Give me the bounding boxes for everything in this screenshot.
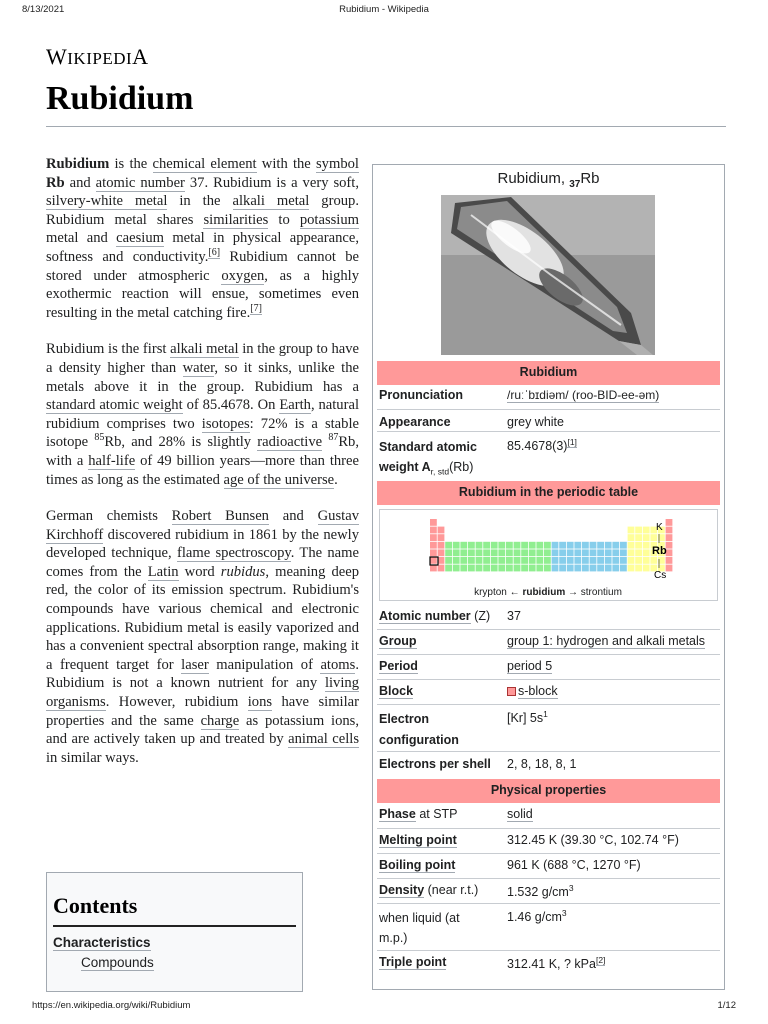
periodic-cell	[582, 557, 589, 564]
periodic-cell	[643, 557, 650, 564]
periodic-cell	[506, 549, 513, 556]
periodic-cell	[559, 565, 566, 572]
periodic-cell	[460, 549, 467, 556]
periodic-cell	[650, 557, 657, 564]
periodic-cell	[597, 565, 604, 572]
periodic-cell	[612, 565, 619, 572]
pt-neighbors: krypton ← rubidium → strontium	[474, 587, 622, 598]
periodic-cell	[521, 565, 528, 572]
periodic-cell	[445, 557, 452, 564]
periodic-cell	[453, 557, 460, 564]
ampoule-illustration	[441, 195, 655, 355]
row-pronunciation: Pronunciation /ruːˈbɪdiəm/ (roo-BID-ee-əm)	[379, 388, 660, 402]
periodic-cell	[666, 534, 673, 541]
periodic-cell	[460, 565, 467, 572]
periodic-cell	[514, 549, 521, 556]
periodic-cell	[430, 542, 437, 549]
periodic-cell	[491, 542, 498, 549]
print-header	[0, 4, 768, 18]
periodic-cell	[483, 565, 490, 572]
s-block-swatch-icon	[507, 687, 516, 696]
periodic-cell	[544, 542, 551, 549]
periodic-cell	[468, 542, 475, 549]
periodic-cell	[529, 549, 536, 556]
periodic-cell	[635, 527, 642, 534]
periodic-cell	[628, 534, 635, 541]
contents-heading: Contents	[53, 893, 296, 927]
periodic-cell	[430, 534, 437, 541]
print-date: 8/13/2021	[22, 4, 65, 15]
paragraph-1: Rubidium is the chemical element with the symbol Rb and atomic number 37. Rubidium is a very soft, silvery-white metal in the alkali metal group. Rubidium metal shares similarities to potassium metal and caesium metal in physical appearance, softness and conductivity.[6] Rubidium cannot be stored under atmospheric oxygen, as a highly exothermic reaction will ensue, sometimes even resulting in the metal catching fire.[7]	[46, 156, 359, 321]
periodic-cell	[498, 557, 505, 564]
periodic-cell	[514, 557, 521, 564]
periodic-cell	[552, 557, 559, 564]
periodic-cell	[635, 565, 642, 572]
periodic-cell	[643, 565, 650, 572]
periodic-table-mini[interactable]	[379, 509, 718, 601]
periodic-cell	[628, 565, 635, 572]
periodic-cell	[453, 542, 460, 549]
periodic-cell	[635, 557, 642, 564]
periodic-cell	[438, 565, 445, 572]
periodic-cell	[567, 565, 574, 572]
section-physical-properties: Physical properties	[377, 779, 720, 803]
print-page-number: 1/12	[717, 1000, 736, 1011]
periodic-cell	[582, 549, 589, 556]
periodic-cell	[620, 557, 627, 564]
periodic-cell	[468, 565, 475, 572]
periodic-cell	[605, 565, 612, 572]
periodic-cell	[666, 519, 673, 526]
periodic-cell	[483, 542, 490, 549]
periodic-cell	[620, 565, 627, 572]
page-title: Rubidium	[46, 80, 194, 117]
periodic-cell	[628, 549, 635, 556]
periodic-cell	[536, 557, 543, 564]
periodic-cell	[430, 549, 437, 556]
periodic-cell	[574, 549, 581, 556]
periodic-cell	[468, 549, 475, 556]
periodic-cell	[483, 549, 490, 556]
periodic-cell	[521, 557, 528, 564]
row-phase: Phase at STP solid	[379, 807, 533, 821]
periodic-cell	[476, 549, 483, 556]
toc-item-characteristics[interactable]: Characteristics	[53, 935, 151, 950]
periodic-cell	[559, 542, 566, 549]
periodic-cell	[620, 549, 627, 556]
periodic-cell	[582, 565, 589, 572]
periodic-cell	[498, 565, 505, 572]
section-periodic-table: Rubidium in the periodic table	[377, 481, 720, 505]
pt-cs-label: Cs	[654, 570, 667, 581]
infobox-caption: Rubidium, $_{37}$Rb	[497, 170, 600, 190]
periodic-cell	[544, 549, 551, 556]
periodic-cell	[438, 557, 445, 564]
periodic-cell	[590, 549, 597, 556]
periodic-cell	[498, 549, 505, 556]
periodic-cell	[635, 534, 642, 541]
periodic-cell	[476, 565, 483, 572]
print-url: https://en.wikipedia.org/wiki/Rubidium	[32, 1000, 191, 1011]
row-electron-configuration: Electron configuration [Kr] $5s^1$	[379, 709, 548, 747]
periodic-cell	[643, 527, 650, 534]
periodic-cell	[445, 565, 452, 572]
periodic-cell	[476, 542, 483, 549]
table-of-contents	[46, 872, 303, 992]
periodic-cell	[521, 549, 528, 556]
row-period: Period period 5	[379, 659, 553, 673]
periodic-cell	[559, 557, 566, 564]
periodic-cell	[597, 549, 604, 556]
periodic-cell	[574, 542, 581, 549]
periodic-cell	[514, 542, 521, 549]
periodic-cell	[582, 542, 589, 549]
periodic-cell	[666, 557, 673, 564]
wikipedia-logo[interactable]: WIKIPEDIA	[46, 44, 149, 69]
periodic-cell	[438, 549, 445, 556]
periodic-cell	[491, 557, 498, 564]
periodic-cell	[438, 534, 445, 541]
row-standard-atomic-weight: Standard atomic weight $A_{r, std}(Rb)$ 85.4678(3)[1]	[379, 437, 577, 477]
periodic-cell	[536, 549, 543, 556]
periodic-cell	[559, 549, 566, 556]
periodic-cell	[635, 542, 642, 549]
periodic-cell	[491, 565, 498, 572]
periodic-cell	[643, 542, 650, 549]
periodic-cell	[567, 542, 574, 549]
row-melting-point: Melting point 312.45 K (39.30 °C, 102.74 °F)	[379, 833, 679, 847]
periodic-cell	[612, 542, 619, 549]
periodic-cell	[590, 565, 597, 572]
row-boiling-point: Boiling point 961 K (688 °C, 1270 °F)	[379, 858, 641, 872]
toc-item-compounds[interactable]: Compounds	[81, 955, 154, 970]
title-divider	[46, 126, 726, 127]
row-block: Block s-block	[379, 684, 558, 698]
periodic-cell	[590, 557, 597, 564]
periodic-cell	[552, 549, 559, 556]
periodic-cell	[506, 557, 513, 564]
periodic-cell	[605, 557, 612, 564]
periodic-cell	[567, 549, 574, 556]
periodic-cell	[506, 542, 513, 549]
periodic-cell	[552, 542, 559, 549]
print-footer	[0, 1000, 768, 1014]
periodic-cell	[498, 542, 505, 549]
periodic-cell	[536, 565, 543, 572]
periodic-cell	[468, 557, 475, 564]
periodic-table-cells	[430, 519, 672, 571]
paragraph-2: Rubidium is the first alkali metal in the group to have a density higher than water, so it sinks, unlike the metals above it in the group. Rubidium has a standard atomic weight of 85.4678. On Earth, natural rubidium comprises two isotopes: 72% is a stable isotope $^{85}$Rb, and 28% is slightly radioactive $^{87}$Rb, with a half-life of 49 billion years—more than three times as long as the estimated age of the universe.	[46, 341, 360, 488]
row-density-liquid: when liquid (at m.p.) 1.46 $g/cm^3$	[379, 908, 567, 945]
periodic-cell	[521, 542, 528, 549]
row-appearance: Appearance grey white	[379, 415, 564, 429]
infobox	[372, 164, 725, 990]
periodic-cell	[605, 542, 612, 549]
periodic-cell	[430, 565, 437, 572]
rubidium-ampoule-image[interactable]	[441, 195, 655, 355]
periodic-cell	[430, 519, 437, 526]
periodic-cell	[597, 542, 604, 549]
row-group: Group group 1: hydrogen and alkali metals	[379, 634, 706, 648]
periodic-cell	[438, 527, 445, 534]
periodic-cell	[597, 557, 604, 564]
periodic-cell	[574, 557, 581, 564]
row-atomic-number: Atomic number (Z) 37	[379, 609, 521, 623]
periodic-cell	[567, 557, 574, 564]
periodic-cell	[430, 527, 437, 534]
section-rubidium: Rubidium	[377, 361, 720, 385]
periodic-cell	[491, 549, 498, 556]
periodic-cell	[628, 542, 635, 549]
periodic-cell	[460, 557, 467, 564]
pt-rb-label: Rb	[652, 545, 667, 557]
periodic-cell	[643, 534, 650, 541]
periodic-cell	[445, 542, 452, 549]
periodic-cell	[453, 549, 460, 556]
periodic-cell	[438, 542, 445, 549]
periodic-cell	[620, 542, 627, 549]
periodic-cell	[643, 549, 650, 556]
periodic-cell	[552, 565, 559, 572]
row-density: Density (near r.t.) 1.532 $g/cm^3$	[379, 883, 574, 900]
pt-k-label: K	[656, 522, 663, 533]
periodic-cell	[628, 527, 635, 534]
periodic-cell	[445, 549, 452, 556]
periodic-cell	[430, 557, 437, 564]
periodic-cell	[460, 542, 467, 549]
periodic-cell	[605, 549, 612, 556]
periodic-cell	[514, 565, 521, 572]
periodic-cell	[483, 557, 490, 564]
periodic-cell	[476, 557, 483, 564]
periodic-cell	[544, 565, 551, 572]
periodic-cell	[506, 565, 513, 572]
row-triple-point: Triple point 312.41 K, ? kPa[2]	[379, 955, 606, 972]
periodic-cell	[453, 565, 460, 572]
print-title: Rubidium - Wikipedia	[339, 4, 429, 15]
periodic-cell	[529, 557, 536, 564]
periodic-cell	[590, 542, 597, 549]
periodic-cell	[628, 557, 635, 564]
periodic-cell	[574, 565, 581, 572]
periodic-table-graphic	[380, 510, 717, 600]
paragraph-3: German chemists Robert Bunsen and Gustav Kirchhoff discovered rubidium in 1861 by the newly developed technique, flame spectroscopy. The name comes from the Latin word rubidus, meaning deep red, the color of its emission spectrum. Rubidium's compounds have various chemical and electronic applications. Rubidium metal is easily vaporized and has a convenient spectral absorption range, making it a frequent target for laser manipulation of atoms. Rubidium is not a known nutrient for any living organisms. However, rubidium ions have similar properties and the same charge as potassium ions, and are actively taken up and treated by animal cells in similar ways.	[46, 508, 360, 766]
periodic-cell	[529, 565, 536, 572]
periodic-cell	[666, 565, 673, 572]
row-electrons-per-shell: Electrons per shell 2, 8, 18, 8, 1	[379, 757, 577, 771]
periodic-cell	[635, 549, 642, 556]
article-body	[46, 155, 359, 785]
periodic-cell	[666, 527, 673, 534]
periodic-cell	[536, 542, 543, 549]
periodic-cell	[612, 549, 619, 556]
periodic-cell	[529, 542, 536, 549]
periodic-cell	[612, 557, 619, 564]
periodic-cell	[544, 557, 551, 564]
periodic-cell	[650, 534, 657, 541]
